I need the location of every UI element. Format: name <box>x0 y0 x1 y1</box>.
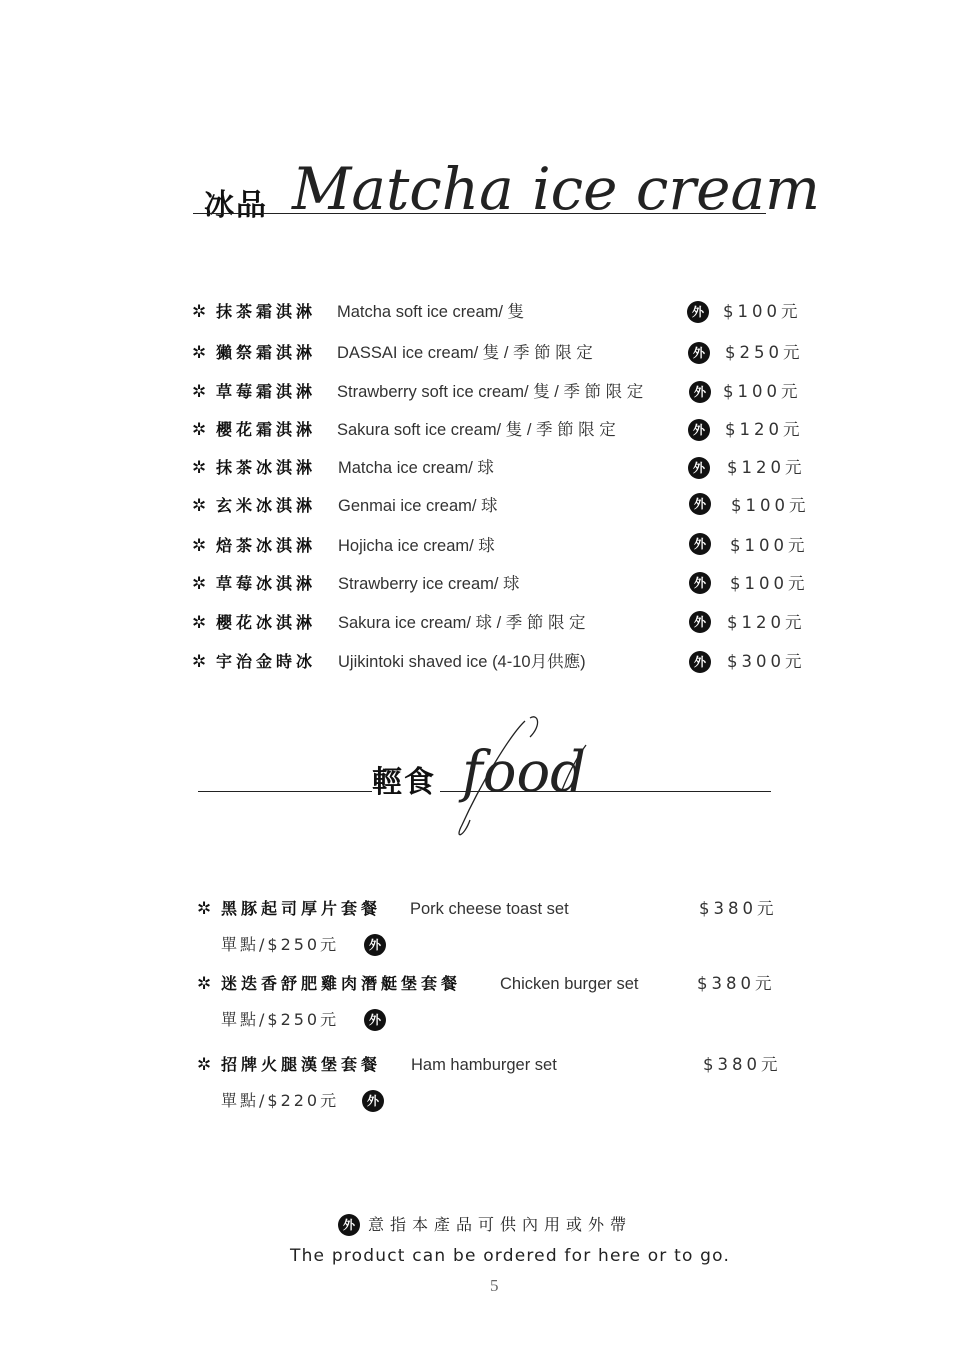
asterisk-flower-icon: ✲ <box>192 382 207 402</box>
item-price: $380元 <box>697 974 776 993</box>
list-item-single <box>0 1005 960 1035</box>
item-name-zh: 櫻花霜淇淋 <box>216 420 317 439</box>
item-name-zh: 迷迭香舒肥雞肉潛艇堡套餐 <box>221 974 462 993</box>
item-name-zh: 黑豚起司厚片套餐 <box>221 899 382 918</box>
item-name-zh: 招牌火腿漢堡套餐 <box>221 1055 382 1074</box>
item-name-en: Chicken burger set <box>500 975 639 993</box>
asterisk-flower-icon: ✲ <box>197 974 212 994</box>
asterisk-flower-icon: ✲ <box>192 652 207 672</box>
item-name-zh: 玄米冰淇淋 <box>216 496 317 515</box>
food-section-title-script: food <box>462 740 587 805</box>
asterisk-flower-icon: ✲ <box>197 899 212 919</box>
takeout-badge-icon: 外 <box>688 457 710 479</box>
takeout-badge-icon: 外 <box>338 1214 360 1236</box>
asterisk-flower-icon: ✲ <box>192 536 207 556</box>
single-price: 單點/$250元 <box>221 1010 340 1029</box>
asterisk-flower-icon: ✲ <box>192 613 207 633</box>
list-item <box>0 297 960 327</box>
item-name-en: Matcha soft ice cream/ 隻 <box>337 303 525 321</box>
asterisk-flower-icon: ✲ <box>192 458 207 478</box>
asterisk-flower-icon: ✲ <box>192 343 207 363</box>
takeout-badge-icon: 外 <box>689 533 711 555</box>
item-name-en: Hojicha ice cream/ 球 <box>338 537 495 555</box>
item-price: $120元 <box>725 420 804 439</box>
footer-note <box>338 1212 658 1238</box>
item-price: $120元 <box>727 458 806 477</box>
item-name-zh: 草莓冰淇淋 <box>216 574 317 593</box>
page-number: 5 <box>490 1276 499 1295</box>
takeout-badge-icon: 外 <box>689 611 711 633</box>
takeout-badge-icon: 外 <box>688 342 710 364</box>
list-item-single <box>0 1086 960 1116</box>
item-name-en: Matcha ice cream/ 球 <box>338 459 494 477</box>
item-name-zh: 抹茶霜淇淋 <box>216 302 317 321</box>
item-name-en: Sakura ice cream/ 球 / 季 節 限 定 <box>338 614 586 632</box>
asterisk-flower-icon: ✲ <box>197 1055 212 1075</box>
item-name-en: DASSAI ice cream/ 隻 / 季 節 限 定 <box>337 344 593 362</box>
item-name-zh: 櫻花冰淇淋 <box>216 613 317 632</box>
item-name-en: Sakura soft ice cream/ 隻 / 季 節 限 定 <box>337 421 616 439</box>
item-name-en: Strawberry ice cream/ 球 <box>338 575 520 593</box>
food-script-flourish <box>450 715 590 840</box>
takeout-badge-icon: 外 <box>689 493 711 515</box>
item-name-zh: 草莓霜淇淋 <box>216 382 317 401</box>
takeout-badge-icon: 外 <box>687 301 709 323</box>
list-item <box>0 647 960 677</box>
takeout-badge-icon: 外 <box>689 572 711 594</box>
item-name-zh: 獺祭霜淇淋 <box>216 343 317 362</box>
ice-section-underline <box>193 213 766 214</box>
item-name-en: Ham hamburger set <box>411 1056 557 1074</box>
takeout-badge-icon: 外 <box>364 934 386 956</box>
footer-note-en: The product can be ordered for here or to go. <box>290 1246 731 1266</box>
item-price: $100元 <box>723 302 802 321</box>
item-name-zh: 宇治金時冰 <box>216 652 317 671</box>
list-item <box>0 969 960 999</box>
list-item <box>0 491 960 521</box>
list-item <box>0 338 960 368</box>
single-price: 單點/$250元 <box>221 935 340 954</box>
list-item <box>0 531 960 561</box>
item-price: $300元 <box>727 652 806 671</box>
item-price: $100元 <box>730 536 809 555</box>
ice-section-title-zh: 冰品 <box>204 188 268 223</box>
food-section-title-zh: 輕食 <box>372 757 440 801</box>
takeout-badge-icon: 外 <box>362 1090 384 1112</box>
item-price: $100元 <box>731 496 810 515</box>
item-name-en: Ujikintoki shaved ice (4-10月供應) <box>338 653 586 671</box>
takeout-badge-icon: 外 <box>364 1009 386 1031</box>
takeout-badge-icon: 外 <box>689 381 711 403</box>
asterisk-flower-icon: ✲ <box>192 574 207 594</box>
item-name-en: Strawberry soft ice cream/ 隻 / 季 節 限 定 <box>337 383 644 401</box>
asterisk-flower-icon: ✲ <box>192 496 207 516</box>
item-name-zh: 焙茶冰淇淋 <box>216 536 317 555</box>
list-item <box>0 415 960 445</box>
item-price: $380元 <box>703 1055 782 1074</box>
list-item <box>0 894 960 924</box>
list-item <box>0 453 960 483</box>
item-price: $100元 <box>723 382 802 401</box>
takeout-badge-icon: 外 <box>688 419 710 441</box>
list-item-single <box>0 930 960 960</box>
footer-note-zh: 意指本產品可供內用或外帶 <box>368 1215 633 1234</box>
list-item <box>0 608 960 638</box>
item-name-en: Pork cheese toast set <box>410 900 569 918</box>
item-name-en: Genmai ice cream/ 球 <box>338 497 498 515</box>
item-price: $380元 <box>699 899 778 918</box>
asterisk-flower-icon: ✲ <box>192 420 207 440</box>
item-price: $250元 <box>725 343 804 362</box>
item-name-zh: 抹茶冰淇淋 <box>216 458 317 477</box>
takeout-badge-icon: 外 <box>689 651 711 673</box>
ice-section-title-script: Matcha ice cream <box>292 155 821 223</box>
list-item <box>0 1050 960 1080</box>
list-item <box>0 569 960 599</box>
asterisk-flower-icon: ✲ <box>192 302 207 322</box>
single-price: 單點/$220元 <box>221 1091 340 1110</box>
list-item <box>0 377 960 407</box>
item-price: $100元 <box>730 574 809 593</box>
item-price: $120元 <box>727 613 806 632</box>
